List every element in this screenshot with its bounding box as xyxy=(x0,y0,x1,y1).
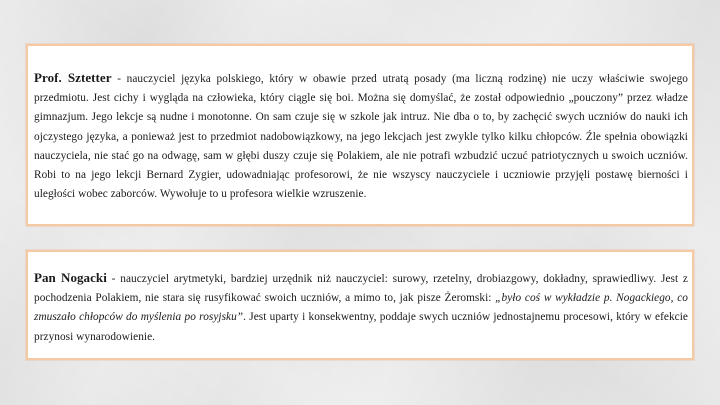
nogacki-name: Pan Nogacki xyxy=(34,270,107,285)
sztetter-name: Prof. Sztetter xyxy=(34,70,112,85)
character-card-nogacki xyxy=(26,250,694,360)
character-card-sztetter xyxy=(26,44,694,226)
sztetter-description xyxy=(34,68,688,204)
nogacki-text-before: - nauczyciel arytmetyki, bardziej urzędnik niż nauczyciel: surowy, rzetelny, drobiazgowy, dokładny, sprawiedliwy. Jest z pochodzenia Polakiem, nie stara się rusyfikować swoich uczniów, a mimo to, jak pisze Żeromski: xyxy=(34,273,688,305)
nogacki-quote: „było coś w wykładzie p. Nogackiego, co zmuszało chłopców do myślenia po rosyjsku” xyxy=(34,292,688,324)
nogacki-text-after: . Jest uparty i konsekwentny, poddaje swych uczniów jednostajnemu procesowi, który w efekcie przynosi wynarodowienie. xyxy=(34,311,688,343)
nogacki-description xyxy=(34,268,688,347)
sztetter-text: - nauczyciel języka polskiego, który w obawie przed utratą posady (ma liczną rodzinę) nie uczy właściwie swojego przedmiotu. Jest cichy i wygląda na człowieka, który ciągle się boi. Można się domyślać, że został odpowiednio „pouczony” przez władze gimnazjum. Jego lekcje są nudne i monotonne. On sam czuje się w szkole jak intruz. Nie dba o to, by zachęcić swych uczniów do nauki ich ojczystego języka, a ponieważ jest to przedmiot nadobowiązkowy, na jego lekcjach jest zwykle tylko kilku chłopców. Źle spełnia obowiązki nauczyciela, nie stać go na odwagę, sam w głębi duszy czuje się Polakiem, ale nie potrafi wzbudzić uczuć patriotycznych u swoich uczniów. Robi to na jego lekcji Bernard Zygier, udowadniając profesorowi, że nie wszyscy nauczyciele i uczniowie przyjęli postawę bierności i uległości wobec zaborców. Wywołuje to u profesora wielkie wzruszenie. xyxy=(34,73,689,201)
